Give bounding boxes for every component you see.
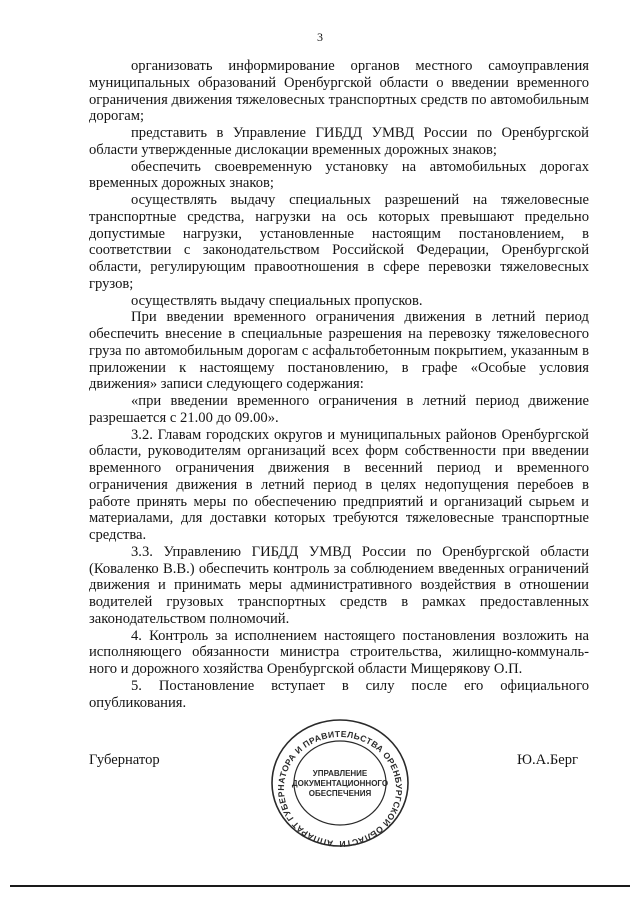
stamp-center-line-1: УПРАВЛЕНИЕ bbox=[312, 769, 368, 778]
paragraph: 5. Постановление вступает в силу после его официального опубликования. bbox=[89, 677, 589, 711]
paragraph: обеспечить своевременную установку на автомобильных дорогах временных дорожных знаков; bbox=[89, 158, 589, 192]
paragraph: При введении временного ограничения движения в летний период обеспечить внесение в специальные разрешения на перевозку тяжеловесного груза по автомобильным дорогам с асфальтобетонным покрытием, указанным в приложении к настоящему постановлению, в графе «Особые условия движения» записи следующего содержания: bbox=[89, 309, 589, 393]
paragraph: организовать информирование органов местного самоуправления муниципальных образований Оренбургской области о введении временного ограничения движения тяжеловесных транспортных средств по автомобильным дорогам; bbox=[89, 58, 589, 125]
signatory-title: Губернатор bbox=[89, 752, 160, 768]
paragraph: «при введении временного ограничения в летний период движение разрешается с 21.00 до 09.00». bbox=[89, 393, 589, 426]
stamp-center-line-2: ДОКУМЕНТАЦИОННОГО bbox=[291, 779, 389, 788]
stamp-ring-text: АППАРАТ ГУБЕРНАТОРА И ПРАВИТЕЛЬСТВА ОРЕНБУРГСКОЙ ОБЛАСТИ bbox=[275, 728, 405, 850]
stamp-center-line-3: ОБЕСПЕЧЕНИЯ bbox=[308, 789, 372, 798]
paragraph: 4. Контроль за исполнением настоящего постановления возложить на исполняющего обязанности министра строительства, жилищно-коммуналь-ного и дорожного хозяйства Оренбургской области Мищерякову О.П. bbox=[89, 627, 589, 677]
paragraph: 3.2. Главам городских округов и муниципальных районов Оренбургской области, руководителям организаций всех форм собственности при введении временного ограничения движения в весенний период и временного ограничения движения в летний период в целях недопущения перебоев в работе принять меры по обеспечению предприятий и организаций сырьем и материалами, для доставки которых требуются тяжеловесные транспортные средства. bbox=[89, 426, 589, 543]
paragraph: 3.3. Управлению ГИБДД УМВД России по Оренбургской области (Коваленко В.В.) обеспечить контроль за соблюдением введенных ограничений движения и принимать меры административного воздействия в отношении водителей грузовых транспортных средств в рамках предоставленных законодательством полномочий. bbox=[89, 543, 589, 627]
page-bottom-rule bbox=[10, 885, 630, 887]
document-body bbox=[89, 58, 589, 711]
official-stamp bbox=[266, 714, 414, 852]
paragraph: осуществлять выдачу специальных разрешений на тяжеловесные транспортные средства, нагрузки на ось которых превышают предельно допустимые нагрузки, установленные настоящим постановлением, в соответствии с законодательством Российской Федерации, Оренбургской области, регулирующим правоотношения в сфере перевозки тяжеловесных грузов; bbox=[89, 192, 589, 292]
paragraph: представить в Управление ГИБДД УМВД России по Оренбургской области утвержденные дислокации временных дорожных знаков; bbox=[89, 125, 589, 158]
paragraph: осуществлять выдачу специальных пропусков. bbox=[131, 292, 423, 309]
page-number: 3 bbox=[317, 30, 323, 44]
signatory-name: Ю.А.Берг bbox=[517, 752, 578, 768]
